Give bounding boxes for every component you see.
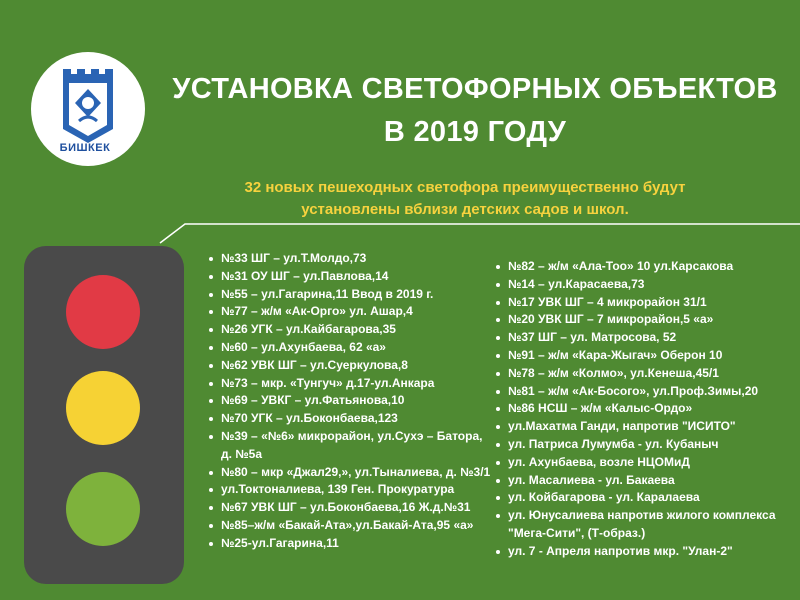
right-address-list xyxy=(494,258,796,561)
traffic-light-illustration xyxy=(24,246,184,584)
list-item: №14 – ул.Карасаева,73 xyxy=(494,276,796,294)
green-light xyxy=(66,472,140,546)
list-item: №86 НСШ – ж/м «Калыс-Ордо» xyxy=(494,400,796,418)
list-item: №55 – ул.Гагарина,11 Ввод в 2019 г. xyxy=(207,286,492,304)
list-item: ул. Ахунбаева, возле НЦОМиД xyxy=(494,454,796,472)
list-item: ул. 7 - Апреля напротив мкр. "Улан-2" xyxy=(494,543,796,561)
list-item: №25-ул.Гагарина,11 xyxy=(207,535,492,553)
list-item: №39 – «№6» микрорайон, ул.Сухэ – Батора, д. №5а xyxy=(207,428,492,464)
list-item: №91 – ж/м «Кара-Жыгач» Оберон 10 xyxy=(494,347,796,365)
list-item: №26 УГК – ул.Кайбагарова,35 xyxy=(207,321,492,339)
list-item: ул. Масалиева - ул. Бакаева xyxy=(494,472,796,490)
title-line-1: УСТАНОВКА СВЕТОФОРНЫХ ОБЪЕКТОВ xyxy=(172,73,778,105)
list-item: №67 УВК ШГ – ул.Боконбаева,16 Ж.д.№31 xyxy=(207,499,492,517)
list-item: №17 УВК ШГ – 4 микрорайон 31/1 xyxy=(494,294,796,312)
list-item: №69 – УВКГ – ул.Фатьянова,10 xyxy=(207,392,492,410)
list-item: №20 УВК ШГ – 7 микрорайон,5 «а» xyxy=(494,311,796,329)
yellow-light xyxy=(66,371,140,445)
list-item: №81 – ж/м «Ак-Босого», ул.Проф.Зимы,20 xyxy=(494,383,796,401)
list-item: №82 – ж/м «Ала-Тоо» 10 ул.Карсакова xyxy=(494,258,796,276)
list-item: №62 УВК ШГ – ул.Суеркулова,8 xyxy=(207,357,492,375)
list-item: ул. Юнусалиева напротив жилого комплекса "Мега-Сити", (Т-образ.) xyxy=(494,507,796,543)
list-item: ул. Патриса Лумумба - ул. Кубаныч xyxy=(494,436,796,454)
list-item: №31 ОУ ШГ – ул.Павлова,14 xyxy=(207,268,492,286)
list-item: ул.Махатма Ганди, напротив "ИСИТО" xyxy=(494,418,796,436)
red-light xyxy=(66,275,140,349)
subtitle-line-1: 32 новых пешеходных светофора преимущественно будут xyxy=(244,179,686,196)
logo-text: БИШКЕК xyxy=(59,141,111,154)
list-item: №77 – ж/м «Ак-Орго» ул. Ашар,4 xyxy=(207,303,492,321)
list-item: ул.Токтоналиева, 139 Ген. Прокуратура xyxy=(207,481,492,499)
list-item: ул. Койбагарова - ул. Каралаева xyxy=(494,489,796,507)
list-item: №85–ж/м «Бакай-Ата»,ул.Бакай-Ата,95 «а» xyxy=(207,517,492,535)
list-item: №73 – мкр. «Тунгуч» д.17-ул.Анкара xyxy=(207,375,492,393)
list-item: №80 – мкр «Джал29,», ул.Тыналиева, д. №3/1 xyxy=(207,464,492,482)
list-item: №70 УГК – ул.Боконбаева,123 xyxy=(207,410,492,428)
list-item: №60 – ул.Ахунбаева, 62 «а» xyxy=(207,339,492,357)
list-item: №78 – ж/м «Колмо», ул.Кенеша,45/1 xyxy=(494,365,796,383)
subtitle-line-2: установлены вблизи детских садов и школ. xyxy=(301,201,629,218)
title-line-2: В 2019 ГОДУ xyxy=(383,116,567,148)
left-address-list xyxy=(207,250,492,553)
list-item: №37 ШГ – ул. Матросова, 52 xyxy=(494,329,796,347)
list-item: №33 ШГ – ул.Т.Молдо,73 xyxy=(207,250,492,268)
